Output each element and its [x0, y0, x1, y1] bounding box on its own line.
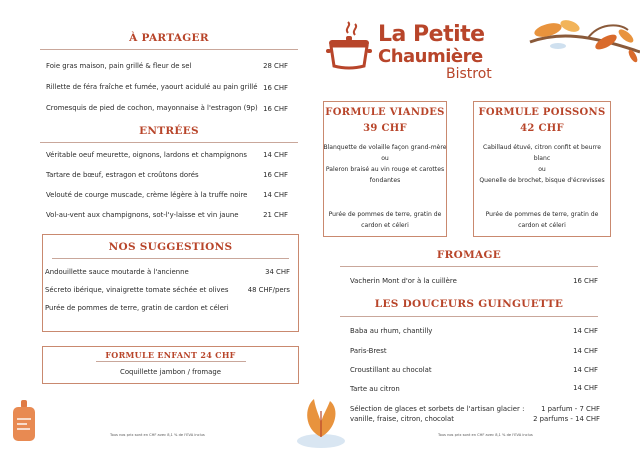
- menu-item: Cromesquis de pied de cochon, mayonnaise à l'estragon (9p): [46, 104, 258, 112]
- menu-item: Véritable oeuf meurette, oignons, lardons et champignons: [46, 151, 247, 159]
- menu-item: Vol-au-vent aux champignons, sot-l'y-laisse et vin jaune: [46, 211, 239, 219]
- menu-item: Tartare de bœuf, estragon et croûtons dorés: [46, 171, 199, 179]
- menu-item: Sécreto ibérique, vinaigrette tomate séchée et olives: [45, 286, 229, 294]
- menu-item: Baba au rhum, chantilly: [350, 327, 433, 335]
- logo-line2: Chaumière: [378, 46, 483, 67]
- menu-price: 21 CHF: [263, 211, 288, 219]
- menu-item: Rillette de féra fraîche et fumée, yaourt acidulé au pain grillé: [46, 83, 258, 91]
- formule-viandes-or: ou: [381, 155, 389, 162]
- menu-item: Vacherin Mont d'or à la cuillère: [350, 277, 457, 285]
- menu-price: 28 CHF: [263, 62, 288, 70]
- entrees-title: ENTRÉES: [139, 125, 199, 137]
- formule-poissons-line1: Cabillaud étuvé, citron confit et beurre: [482, 144, 602, 151]
- formule-poissons-side2: cardon et céleri: [518, 222, 566, 229]
- formule-poissons-side1: Purée de pommes de terre, gratin de: [485, 211, 599, 218]
- fromage-title: FROMAGE: [436, 249, 502, 261]
- cooking-pot-icon: [326, 20, 372, 72]
- menu-price: 14 CHF: [573, 347, 598, 355]
- formule-poissons-or: ou: [538, 166, 546, 173]
- suggestions-title: NOS SUGGESTIONS: [108, 241, 233, 253]
- formule-viandes-price: 39 CHF: [363, 123, 407, 134]
- formule-poissons-price: 42 CHF: [520, 123, 564, 134]
- orange-cutting-board-icon: [12, 400, 36, 442]
- formule-poissons-line3: Quenelle de brochet, bisque d'écrevisses: [479, 177, 605, 184]
- suggestions-rule: [52, 258, 289, 259]
- formule-enfant-line: Coquillette jambon / fromage: [120, 368, 221, 376]
- menu-price: 14 CHF: [573, 366, 598, 374]
- footnote-right: Tous nos prix sont en CHF avec 8,1 % de l'EVA inclus: [438, 433, 533, 437]
- menu-item: Tarte au citron: [350, 385, 400, 393]
- menu-price: 14 CHF: [573, 327, 598, 335]
- formule-viandes-line1: Blanquette de volaille façon grand-mère: [323, 144, 447, 151]
- formule-enfant-title: FORMULE ENFANT 24 CHF: [105, 350, 236, 360]
- formule-viandes-side2: cardon et céleri: [361, 222, 409, 229]
- menu-price: 14 CHF: [573, 384, 598, 392]
- glaces-line1: Sélection de glaces et sorbets de l'artisan glacier :: [350, 405, 525, 413]
- menu-item: Paris-Brest: [350, 347, 387, 355]
- menu-price: 16 CHF: [263, 84, 288, 92]
- menu-price: 14 CHF: [263, 151, 288, 159]
- menu-price: 14 CHF: [263, 191, 288, 199]
- glaces-price2: 2 parfums - 14 CHF: [533, 415, 600, 423]
- menu-price: 48 CHF/pers: [247, 286, 290, 294]
- menu-price: 16 CHF: [263, 171, 288, 179]
- autumn-leaves-branch-icon: [528, 12, 640, 64]
- menu-item: Croustillant au chocolat: [350, 366, 432, 374]
- entrees-rule: [40, 142, 298, 143]
- formule-viandes-title: FORMULE VIANDES: [325, 107, 445, 118]
- menu-item: Andouillette sauce moutarde à l'ancienne: [45, 268, 189, 276]
- menu-item: Velouté de courge muscade, crème légère à la truffe noire: [46, 191, 248, 199]
- autumn-leaf-icon: [296, 393, 346, 448]
- menu-item: Purée de pommes de terre, gratin de cardon et céleri: [45, 304, 229, 312]
- formule-enfant-rule: [96, 361, 246, 362]
- a-partager-title: À PARTAGER: [129, 32, 209, 44]
- logo-line3: Bistrot: [446, 66, 492, 82]
- glaces-price1: 1 parfum - 7 CHF: [541, 405, 600, 413]
- formule-poissons-title: FORMULE POISSONS: [478, 107, 606, 118]
- logo-line1: La Petite: [378, 22, 485, 47]
- menu-price: 34 CHF: [265, 268, 290, 276]
- footnote-left: Tous nos prix sont en CHF avec 8,1 % de l'EVA inclus: [110, 433, 205, 437]
- a-partager-rule: [40, 49, 298, 50]
- menu-price: 16 CHF: [573, 277, 598, 285]
- formule-poissons-line2: blanc: [533, 155, 551, 162]
- glaces-line2: vanille, fraise, citron, chocolat: [350, 415, 454, 423]
- formule-viandes-line2: Paleron braisé au vin rouge et carottes: [325, 166, 445, 173]
- formule-viandes-side1: Purée de pommes de terre, gratin de: [328, 211, 442, 218]
- menu-price: 16 CHF: [263, 105, 288, 113]
- formule-viandes-line3: fondantes: [369, 177, 401, 184]
- fromage-rule: [340, 266, 598, 267]
- douceurs-title: LES DOUCEURS GUINGUETTE: [374, 298, 564, 310]
- douceurs-rule: [340, 316, 598, 317]
- menu-item: Foie gras maison, pain grillé & fleur de sel: [46, 62, 192, 70]
